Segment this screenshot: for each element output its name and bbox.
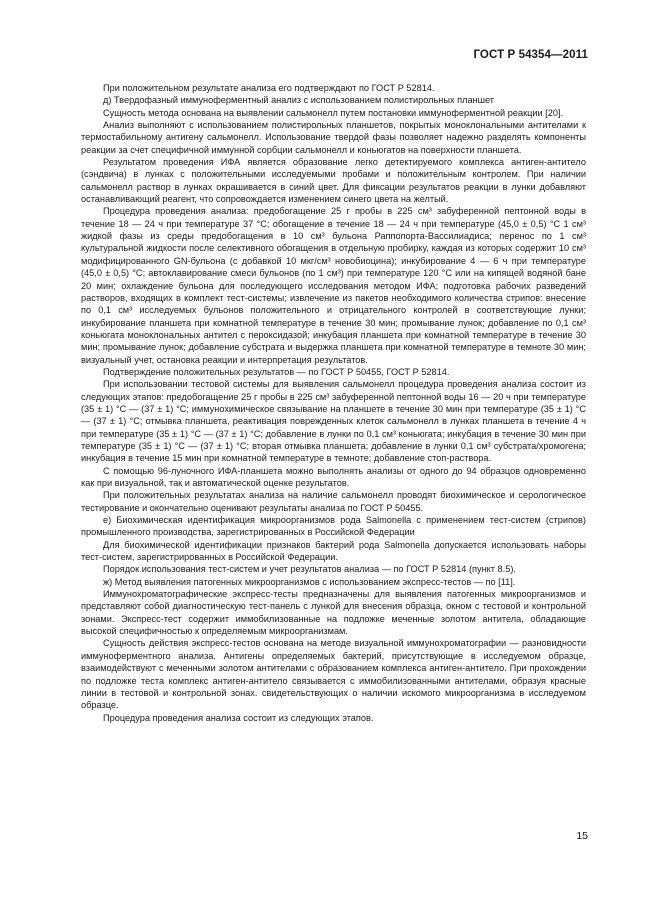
paragraph: Для биохимической идентификации признаков бактерий рода Salmonella допускается использовать наборы тест-систем, зарегистрированных в Российской Федерации. xyxy=(81,539,586,563)
paragraph: Сущность метода основана на выявлении сальмонелл путем постановки иммуноферментной реакции [20]. xyxy=(103,107,564,118)
paragraph: Процедура проведения анализа состоит из следующих этапов. xyxy=(103,712,374,723)
paragraph: Процедура проведения анализа: предобогащение 25 г пробы в 225 см³ забуференной пептонной воды в течение 18 — 24 ч при температуре 37 °С; обогащение в течение 18 — 24 ч при температуре (45,0 ± 0,5) °С 1 см³ жидкой фазы из среды предобогащения в 10 см³ бульона Раппопорта-Вассилиадиса; перенос по 1 см³ культуральной жидкости после селективного обогащения в отдельную пробирку, каждая из которых содержит 10 см³ модифицированного GN-бульона (с добавкой 10 мкг/см³ новобиоцина); инкубирование 4 — 6 ч при температуре (45,0 ± 0,5) °С; автоклавирование смеси бульонов (по 1 см³) при температуре 120 °С или на кипящей водяной бане 20 мин; охлаждение бульона для последующего исследования методом ИФА; подготовка рабочих разведений растворов, входящих в комплект тест-системы; извлечение из пакетов необходимого количества стрипов: внесение по 0,1 см³ исследуемых бульонов положительного и отрицательного контролей в соответствующие лунки; инкубирование планшета при комнатной температуре в течение 30 мин; промывание лунок; добавление по 0,1 см³ коньюгата моноклональных антител с пероксидазой; инкубация планшета при комнатной температуре в течение 30 мин; промывание лунок; добавление субстрата и выдержка планшета при комнатной температуре в темноте 30 мин; визуальный учет, остановка реакции и интерпретация результатов. xyxy=(81,206,586,365)
paragraph: Результатом проведения ИФА является образование легко детектируемого комплекса антиген-антитело (сэндвича) в лунках с положительными исследуемыми пробами и положительным контролем. При наличии сальмонелл раствор в лунках окрашивается в синий цвет. Для фиксации результатов реакции в лунки добавляют останавливающий реагент, что сопровождается изменением синего цвета на желтый. xyxy=(81,157,586,205)
paragraph: Порядок использования тест-систем и учет результатов анализа — по ГОСТ Р 52814 (пункт 8.5). xyxy=(103,564,516,575)
paragraph: е) Биохимическая идентификация микроорганизмов рода Salmonella с применением тест-систем (стрипов) промышленного производства, зарегистрированных в Российской Федерации xyxy=(81,515,586,538)
paragraph: При положительных результатах анализа на наличие сальмонелл проводят биохимическое и серологическое тестирование и окончательно оценивают результаты анализа по ГОСТ Р 50455. xyxy=(81,490,586,513)
paragraph: Иммунохроматографические экспресс-тесты предназначены для выявления патогенных микроорганизмов и представляют собой диагностическую тест-панель с лункой для внесения образца, окном с тестовой и контрольной зонами. Экспресс-тест содержит иммобилизованные на подложке меченные золотом антитела, обладающие высокой специфичностью к определяемым микроорганизмам. xyxy=(81,589,586,637)
paragraph: С помощью 96-луночного ИФА-планшета можно выполнять анализы от одного до 94 образцов одновременно как при визуальной, так и автоматической оценке результатов. xyxy=(81,465,586,488)
paragraph: Сущность действия экспресс-тестов основана на методе визуальной иммунохроматографии — разновидности иммуноферментного анализа. Антигены определяемых бактерий, присутствующие в исследуемом образце, взаимодействуют с меченными золотом антителами с образованием комплекса антиген-антитело. При прохождении по подложке теста комплекс антиген-антитело связывается с иммобилизованными антителами, образуя красные линии в тестовой и контрольной зонах. свидетельствующих о наличии искомого микроорганизма в исследуемом образце. xyxy=(81,638,586,711)
paragraph: ж) Метод выявления патогенных микроорганизмов с использованием экспресс-тестов — по [11]. xyxy=(103,576,516,587)
document-number: ГОСТ Р 54354—2011 xyxy=(473,49,588,61)
paragraph: Подтверждение положительных результатов — по ГОСТ Р 50455, ГОСТ Р 52814. xyxy=(103,366,450,377)
page-number: 15 xyxy=(576,830,588,842)
paragraph: Анализ выполняют с использованием полистирольных планшетов, покрытых моноклональными антителами к термостабильному антигену сальмонелл. Использование твердой фазы позволяет надежно разделять компоненты реакции за счет специфичной иммунной сорбции сальмонелл и коньюгатов на поверхности планшета. xyxy=(81,120,586,155)
page-body xyxy=(81,82,586,724)
paragraph: д) Твердофазный иммуноферментный анализ с использованием полистирольных планшет xyxy=(103,95,495,106)
paragraph: При положительном результате анализа его подтверждают по ГОСТ Р 52814. xyxy=(103,83,435,93)
paragraph: При использовании тестовой системы для выявления сальмонелл процедура проведения анализа состоит из следующих этапов: предобогащение 25 г пробы в 225 см³ забуференной пептонной воды 16 — 20 ч при температуре (35 ± 1) °С — (37 ± 1) °С; иммунохимическое связывание на планшете в течение 30 мин при температуре (35 ± 1) °С — (37 ± 1) °С; отмывка планшета, реактивация поврежденных клеток сальмонелл в лунках планшета в течение 4 ч при температуре (35 ± 1) °С — (37 ± 1) °С; добавление в лунки по 0,1 см³ коньюгата; инкубация в течение 30 мин при температуре (35 ± 1) °С — (37 ± 1) °С; вторая отмывка планшета; добавление в лунки 0,1 см³ субстрата/хромогена; инкубация в течение 15 мин при комнатной температуре в темноте; добавление стоп-раствора. xyxy=(81,379,586,464)
